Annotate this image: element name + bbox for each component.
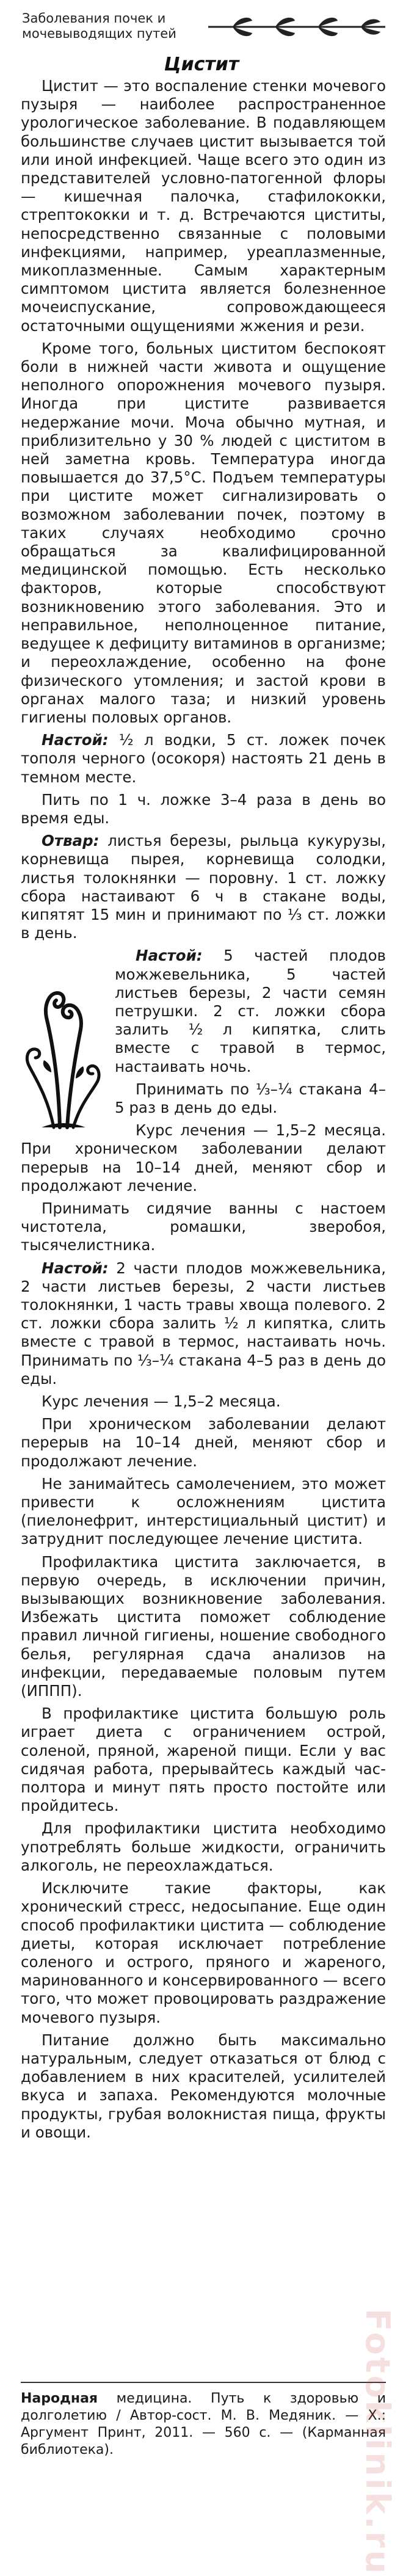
section-label: Заболевания почек и мочевыводящих путей [22, 11, 176, 41]
page-header [22, 9, 388, 53]
recipe-text: листья березы, рыльца кукурузы, корневища пырея, корневища солодки, листья толокнянки — поровну. 1 ст. ложку сбора настаивают 6 ч в стакане воды, кипятят 15 мин и принимают по ⅓ ст. ложки в день. [21, 832, 386, 942]
paragraph: Исключите такие факторы, как хронический стресс, недосыпание. Еще один способ профилактики цистита — соблюдение диеты, которая исключает потребление соленого и острого, пряного и жареного, маринованного и консервированного — всего того, что может провоцировать раздражение мочевого пузыря. [21, 1879, 386, 2026]
watermark: Fotoklinik.ru [358, 2309, 397, 2576]
fern-sprouts-icon [17, 950, 109, 1133]
recipe-text: 2 части плодов можжевельника, 2 части листьев березы, 2 части листьев толокнянки, 1 часть травы хвоща полевого. 2 ст. ложки сбора залить ½ л кипятка, слить вместе с травой в термос, настаивать ночь. Принимать по ⅓–¼ стакана 4–5 раз в день до еды. [21, 1259, 386, 1388]
source-citation [21, 2382, 386, 2459]
article-body [21, 77, 386, 2146]
paragraph: Питание должно быть максимально натуральным, следует отказаться от блюд с добавлением в них красителей, усилителей вкуса и запаха. Рекомендуются молочные продукты, грубая волокнистая пища, фрукты и овощи. [21, 2031, 386, 2141]
citation-text: медицина. Путь к здоровью и долголетию / Автор-сост. М. В. Медяник. — Х.: Аргумент Принт, 2011. — 560 с. — (Карманная библиотека). [21, 2391, 386, 2458]
citation-brand: Народная [21, 2391, 98, 2406]
dose-paragraph: Пить по 1 ч. ложке 3–4 раза в день во время еды. [21, 790, 386, 827]
recipe-text: ½ л водки, 5 ст. ложек почек тополя черного (осокоря) настоять 21 день в темном месте. [21, 731, 386, 786]
paragraph: Кроме того, больных циститом беспокоят боли в нижней части живота и ощущение неполного опорожнения мочевого пузыря. Иногда при цистите развивается недержание мочи. Моча обычно мутная, и приблизительно у 30 % людей с циститом в ней заметна кровь. Температура иногда повышается до 37,5°С. Подъем температуры при цистите может сигнализировать о возможном заболевании почек, поэтому в таких случаях необходимо срочно обращаться за квалифицированной медицинской помощью. Есть несколько факторов, которые способствуют возникновению этого заболевания. Это и неправильное, неполноценное питание, ведущее к дефициту витаминов в организме; и переохлаждение, особенно на фоне физического утомления; и застой крови в органах малого таза; и низкий уровень гигиены половых органов. [21, 339, 386, 726]
paragraph: Для профилактики цистита необходимо употреблять больше жидкости, ограничить алкоголь, не переохлаждаться. [21, 1819, 386, 1874]
chronic-paragraph: При хроническом заболевании делают перерыв на 10–14 дней, меняют сбор и продолжают лечение. [21, 1415, 386, 1470]
leafy-branch-ornament-icon [208, 15, 391, 39]
paragraph: Цистит — это воспаление стенки мочевого пузыря — наиболее распространенное урологическое заболевание. В подавляющем большинстве случаев цистит вызывается той или иной инфекцией. Чаще всего это один из представителей условно-патогенной флоры — кишечная палочка, стафилококки, стрептококки и т. д. Встречаются циститы, непосредственно связанные с половыми инфекциями, например, уреаплазменные, микоплазменные. Самым характерным симптомом цистита является болезненное мочеиспускание, сопровождающееся остаточными ощущениями жжения и рези. [21, 77, 386, 335]
course-paragraph: Курс лечения — 1,5–2 месяца. [42, 1392, 281, 1411]
recipe-lead: Отвар: [42, 832, 100, 850]
paragraph: В профилактике цистита большую роль играет диета с ограничением острой, соленой, пряной, жареной пищи. Если у вас сидячая работа, прерывайтесь каждый час-полтора и минут пять просто постойте или пройдитесь. [21, 1705, 386, 1815]
paragraph: Не занимайтесь самолечением, это может привести к осложнениям цистита (пиелонефрит, интерстициальный цистит) и затруднит последующее лечение цистита. [21, 1474, 386, 1548]
recipe-paragraph [21, 832, 386, 942]
dose-paragraph: Принимать по ⅓–¼ стакана 4–5 раз в день до еды. [115, 1080, 386, 1116]
recipe-paragraph [21, 731, 386, 787]
course-paragraph: Курс лечения — 1,5–2 месяца. При хроническом заболевании делают перерыв на 10–14 дней, меняют сбор и продолжают лечение. [21, 1121, 386, 1195]
recipe-lead: Настой: [136, 947, 203, 965]
recipe-lead: Настой: [42, 731, 109, 749]
baths-paragraph: Принимать сидячие ванны с настоем чистотела, ромашки, зверобоя, тысячелистника. [21, 1199, 386, 1254]
recipe-paragraph [21, 1259, 386, 1388]
recipe-lead: Настой: [42, 1259, 109, 1277]
article-title: Цистит [164, 54, 239, 75]
paragraph: Профилактика цистита заключается, в первую очередь, в исключении причин, вызывающих возникновение заболевания. Избежать цистита поможет соблюдение правил личной гигиены, ношение свободного белья, регулярная сдача анализов на инфекции, передаваемые половым путем (ИППП). [21, 1552, 386, 1700]
recipe-text: 5 частей плодов можжевельника, 5 частей листьев березы, 2 части семян петрушки. 2 ст. ложки сбора залить ½ л кипятка, слить вместе с травой в термос, настаивать ночь. [115, 947, 386, 1075]
